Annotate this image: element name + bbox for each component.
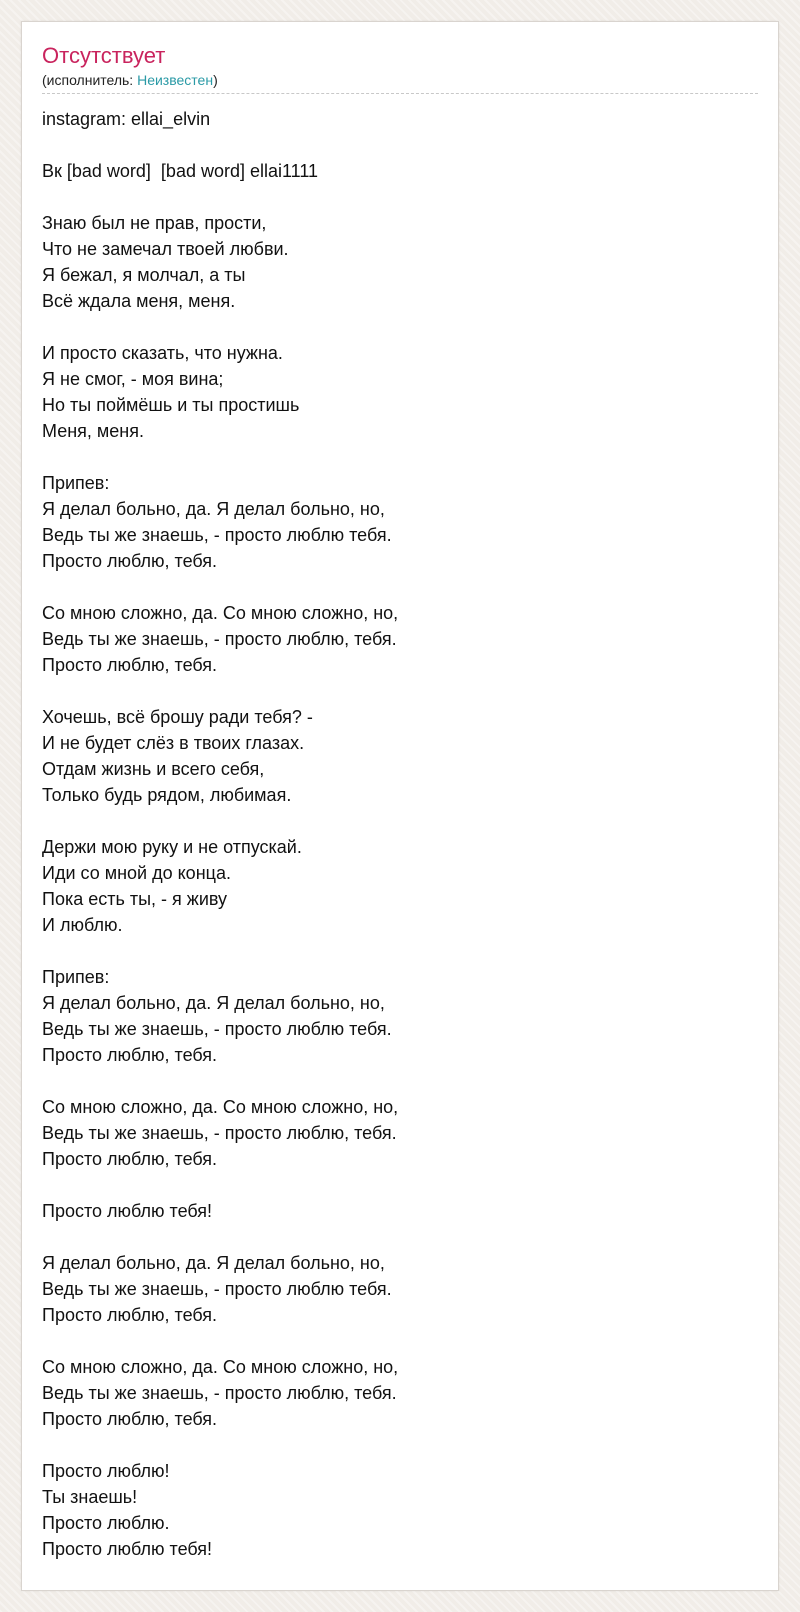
lyrics-line: Пока есть ты, - я живу [42,889,228,909]
lyrics-line: Отдам жизнь и всего себя, [42,759,265,779]
lyrics-line: Припев: [42,967,110,987]
artist-suffix: ) [213,72,218,88]
lyrics-stanza [42,964,758,1068]
lyrics-line: Я бежал, я молчал, а ты [42,265,246,285]
lyrics-line: Меня, меня. [42,421,144,441]
lyrics-line: Ведь ты же знаешь, - просто люблю, тебя. [42,1383,397,1403]
lyrics-line: Хочешь, всё брошу ради тебя? - [42,707,313,727]
lyrics-line: Просто люблю, тебя. [42,1045,218,1065]
artist-line [42,71,758,94]
lyrics-line: Только будь рядом, любимая. [42,785,292,805]
lyrics-line: Ведь ты же знаешь, - просто люблю тебя. [42,525,392,545]
lyrics-line: Просто люблю! [42,1461,170,1481]
lyrics-stanza [42,340,758,444]
lyrics-line: Просто люблю, тебя. [42,1149,218,1169]
lyrics-line: Со мною сложно, да. Со мною сложно, но, [42,603,399,623]
lyrics-line: Со мною сложно, да. Со мною сложно, но, [42,1357,399,1377]
lyrics-line: Ведь ты же знаешь, - просто люблю тебя. [42,1279,392,1299]
artist-prefix: (исполнитель: [42,72,138,88]
lyrics-line: Ты знаешь! [42,1487,138,1507]
lyrics-line: Припев: [42,473,110,493]
lyrics-stanza [42,834,758,938]
lyrics-stanza [42,1094,758,1172]
lyrics-line: Просто люблю тебя! [42,1539,213,1559]
lyrics-stanza [42,704,758,808]
lyrics-line: Что не замечал твоей любви. [42,239,289,259]
lyrics-line: Я делал больно, да. Я делал больно, но, [42,993,385,1013]
lyrics-line: Просто люблю тебя! [42,1201,213,1221]
lyrics-stanza [42,600,758,678]
artist-link[interactable]: Неизвестен [137,72,214,88]
lyrics-line: Держи мою руку и не отпускай. [42,837,302,857]
lyrics-line: Знаю был не прав, прости, [42,213,267,233]
lyrics-line: Просто люблю, тебя. [42,551,218,571]
lyrics-line: Я не смог, - моя вина; [42,369,224,389]
lyrics-line: Со мною сложно, да. Со мною сложно, но, [42,1097,399,1117]
lyrics-stanza [42,470,758,574]
lyrics-line: Ведь ты же знаешь, - просто люблю, тебя. [42,629,397,649]
lyrics-line: instagram: ellai_elvin [42,109,211,129]
lyrics-line: Просто люблю, тебя. [42,1305,218,1325]
lyrics-line: И люблю. [42,915,123,935]
lyrics-stanza [42,1354,758,1432]
lyrics-card [21,21,779,1591]
lyrics-line: И просто сказать, что нужна. [42,343,283,363]
lyrics-line: Ведь ты же знаешь, - просто люблю тебя. [42,1019,392,1039]
lyrics-line: Просто люблю. [42,1513,170,1533]
lyrics-stanza [42,158,758,184]
lyrics-line: Иди со мной до конца. [42,863,231,883]
lyrics-stanza [42,106,758,132]
lyrics-line: И не будет слёз в твоих глазах. [42,733,305,753]
lyrics-line: Всё ждала меня, меня. [42,291,236,311]
lyrics-line: Я делал больно, да. Я делал больно, но, [42,1253,385,1273]
lyrics-line: Но ты поймёшь и ты простишь [42,395,300,415]
lyrics-line: Ведь ты же знаешь, - просто люблю, тебя. [42,1123,397,1143]
lyrics-line: Просто люблю, тебя. [42,655,218,675]
song-title: Отсутствует [42,43,166,68]
lyrics-stanza [42,1458,758,1562]
lyrics-stanza [42,1198,758,1224]
lyrics-line: Просто люблю, тебя. [42,1409,218,1429]
lyrics-stanza [42,1250,758,1328]
lyrics-stanza [42,210,758,314]
lyrics-line: Вк [bad word] [bad word] ellai1111 [42,161,319,181]
lyrics-line: Я делал больно, да. Я делал больно, но, [42,499,385,519]
lyrics-body [42,106,758,1562]
